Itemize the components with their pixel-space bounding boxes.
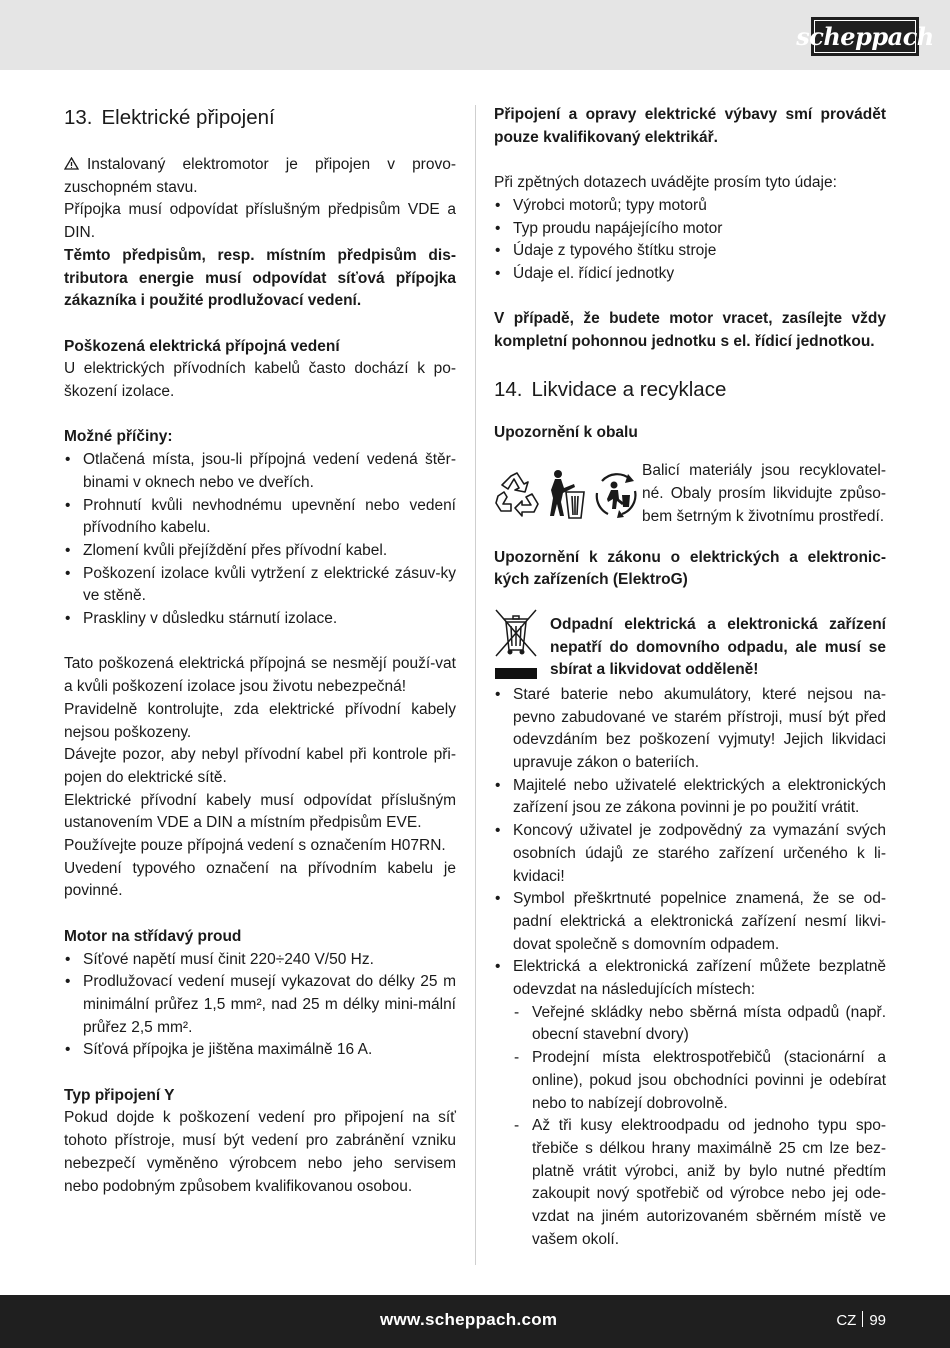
list-item: • Symbol přeškrtnuté popelnice znamená, že se od-padní elektrická a elektronická zařízení nesmí likvi-dovat společně s domovním odpadem.	[494, 888, 886, 956]
intro-bold: Těmto předpisům, resp. místním předpisům dis-tributora energie musí odpovídat síťová přípojka zákazníka i použité prodlužovací vedení.	[64, 246, 456, 310]
collection-points-list	[513, 1002, 886, 1252]
causes-list	[64, 449, 456, 631]
weee-list	[494, 684, 886, 1252]
list-item: • Majitelé nebo uživatelé elektrických a elektronických zařízení jsou ze zákona povinni je po použití vrátit.	[494, 775, 886, 820]
packaging-icons	[494, 464, 642, 524]
queries-intro: Při zpětných dotazech uvádějte prosím tyto údaje:	[494, 174, 837, 192]
list-item: • Elektrická a elektronická zařízení můžete bezplatně odevzdat na následujících místech: - Veřejné skládky nebo sběrná místa odpadů (např. obecní stavební dvory) - Prodejní místa elektrospotřebičů (stacionární a online), pokud jsou obchodníci povinni je odebírat nebo to nabízejí dobrovolně. - Až tři kusy elektroodpadu od jednoho typu spo-třebiče s délkou hrany maximálně 25 cm lze bez-platně vrátit výrobci, aniž by bylo nutné předtím zakoupit nový spotřebič od výrobce nebo jej ode-vzdat na jiném autorizovaném sběrném místě ve vašem okolí.	[494, 956, 886, 1251]
weee-bar	[495, 668, 537, 679]
connection-y-text: Pokud dojde k poškození vedení pro připojení na síť tohoto přístroje, musí být vedení pro zabránění vzniku nebezpečí vyměněno výrobcem nebo jeho servisem nebo podobným způsobem kvalifikovanou osobou.	[64, 1109, 456, 1195]
recycle-icon	[494, 470, 540, 518]
scheppach-logo: scheppach	[811, 17, 919, 56]
header-bar	[0, 0, 950, 70]
tidy-man-bin-icon	[544, 468, 588, 520]
crossed-out-bin-icon	[494, 608, 550, 684]
recycle-person-icon	[592, 469, 640, 519]
list-item: - Až tři kusy elektroodpadu od jednoho typu spo-třebiče s délkou hrany maximálně 25 cm lze bez-platně vrátit výrobci, aniž by bylo nutné předtím zakoupit nový spotřebič od výrobce nebo jej ode-vzdat na jiném autorizovaném sběrném místě ve vašem okolí.	[513, 1115, 886, 1251]
list-item: • Zlomení kvůli přejíždění přes přívodní kabel.	[64, 540, 456, 563]
ac-motor-heading: Motor na střídavý proud	[64, 927, 242, 945]
electrician-note: Připojení a opravy elektrické výbavy smí provádět pouze kvalifikovaný elektrikář.	[494, 106, 886, 146]
danger-p6: Uvedení typového označení na přívodním kabelu je povinné.	[64, 859, 456, 900]
damaged-heading: Poškozená elektrická přípojná vedení	[64, 337, 340, 355]
list-item: • Praskliny v důsledku stárnutí izolace.	[64, 608, 456, 631]
return-note: V případě, že budete motor vracet, zasílejte vždy kompletní pohonnou jednotku s el. řídicí jednotkou.	[494, 310, 886, 350]
page-separator	[862, 1311, 863, 1327]
packaging-text: Balicí materiály jsou recyklovatel-né. Obaly prosím likvidujte způso-bem šetrným k životnímu prostředí.	[642, 462, 886, 525]
intro-line2: Přípojka musí odpovídat příslušným předpisům VDE a DIN.	[64, 201, 456, 242]
queries-list	[494, 195, 886, 286]
danger-p4: Elektrické přívodní kabely musí odpovídat příslušným ustanovením VDE a DIN a místním předpisům EVE.	[64, 791, 456, 832]
left-column	[64, 104, 456, 1198]
intro-line1: Instalovaný elektromotor je připojen v provo-zuschopném stavu.	[64, 156, 456, 196]
footer-url[interactable]: www.scheppach.com	[380, 1310, 558, 1329]
weee-bold-text: Odpadní elektrická a elektronická zařízení nepatří do domovního odpadu, ale musí se sbírat a likvidovat odděleně!	[550, 615, 886, 679]
danger-p1: Tato poškozená elektrická přípojná se nesmějí použí-vat a kvůli poškození izolace jsou životu nebezpečná!	[64, 655, 456, 696]
ac-motor-list	[64, 949, 456, 1063]
packaging-row	[494, 460, 886, 528]
damaged-text: U elektrických přívodních kabelů často dochází k po-škození izolace.	[64, 360, 456, 401]
list-item: • Poškození izolace kvůli vytržení z elektrické zásuv-ky ve stěně.	[64, 563, 456, 608]
page-number: CZ 99	[836, 1312, 886, 1329]
packaging-heading: Upozornění k obalu	[494, 423, 638, 441]
list-item: • Síťové napětí musí činit 220÷240 V/50 Hz.	[64, 949, 456, 972]
section-13-title: 13. Elektrické připojení	[64, 106, 275, 129]
list-item: • Údaje z typového štítku stroje	[494, 240, 886, 263]
column-divider	[475, 105, 476, 1265]
weee-row	[494, 608, 886, 684]
list-item: - Prodejní místa elektrospotřebičů (stacionární a online), pokud jsou obchodníci povinni je odebírat nebo to nabízejí dobrovolně.	[513, 1047, 886, 1115]
list-item: • Prohnutí kvůli nevhodnému upevnění nebo vedení přívodního kabelu.	[64, 495, 456, 540]
danger-p5: Používejte pouze přípojná vedení s označením H07RN.	[64, 837, 446, 855]
section-14-title: 14. Likvidace a recyklace	[494, 377, 727, 401]
list-item: • Výrobci motorů; typy motorů	[494, 195, 886, 218]
list-item: • Staré baterie nebo akumulátory, které nejsou na-pevno zabudované ve starém přístroji, musí být před odevzdáním bez poškození vyjmuty! Jejich likvidaci upravuje zákon o bateriích.	[494, 684, 886, 775]
list-item: - Veřejné skládky nebo sběrná místa odpadů (např. obecní stavební dvory)	[513, 1002, 886, 1047]
list-item: • Prodlužovací vedení musejí vykazovat do délky 25 m minimální průřez 1,5 mm², nad 25 m délky mini-mální průřez 2,5 mm².	[64, 971, 456, 1039]
connection-y-heading: Typ připojení Y	[64, 1086, 175, 1104]
list-item: • Síťová přípojka je jištěna maximálně 16 A.	[64, 1039, 456, 1062]
weee-heading: Upozornění k zákonu o elektrických a elektronic-kých zařízeních (ElektroG)	[494, 548, 886, 589]
list-item: • Otlačená místa, jsou-li přípojná vedení vedená štěr-binami v oknech nebo ve dveřích.	[64, 449, 456, 494]
list-item: • Koncový uživatel je zodpovědný za vymazání svých osobních údajů ze starého zařízení určeného k li-kvidaci!	[494, 820, 886, 888]
causes-heading: Možné příčiny:	[64, 428, 173, 446]
footer-bar	[0, 1295, 950, 1348]
danger-p3: Dávejte pozor, aby nebyl přívodní kabel při kontrole při-pojen do elektrické sítě.	[64, 746, 456, 786]
danger-p2: Pravidelně kontrolujte, zda elektrické přívodní kabely nejsou poškozeny.	[64, 700, 456, 741]
warning-triangle-icon	[64, 157, 79, 170]
right-column	[494, 104, 886, 1252]
list-item: • Typ proudu napájejícího motor	[494, 218, 886, 241]
list-item: • Údaje el. řídicí jednotky	[494, 263, 886, 286]
